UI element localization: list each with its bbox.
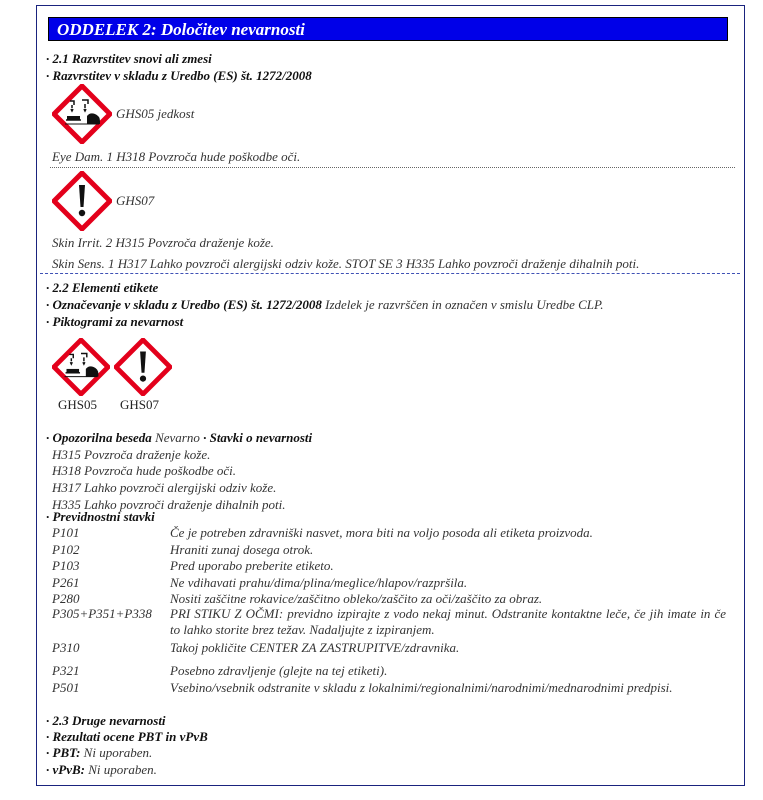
hazard-statement: H317 Lahko povzroči alergijski odziv kože.: [52, 480, 277, 495]
pbt-value: Ni uporaben.: [80, 745, 153, 760]
p-code: P103: [52, 558, 80, 573]
eye-dam-statement: Eye Dam. 1 H318 Povzroča hude poškodbe oči.: [52, 149, 301, 164]
p-text: Pred uporabo preberite etiketo.: [170, 558, 334, 573]
pictogram-ghs05-icon: [52, 338, 110, 396]
ghs05-corrosion-icon: [52, 84, 112, 144]
labelling-line: [46, 297, 604, 312]
pictogram-ghs07-label: GHS07: [120, 397, 160, 412]
p-code: P101: [52, 525, 80, 540]
hazard-statement: H318 Povzroča hude poškodbe oči.: [52, 463, 237, 478]
p-code: P280: [52, 591, 80, 606]
hazard-statements-heading: · Stavki o nevarnosti: [199, 430, 313, 445]
signal-line: [46, 430, 312, 445]
ghs07-label: GHS07: [116, 193, 155, 208]
signal-word-heading: · Opozorilna beseda: [46, 430, 152, 445]
p-code: P501: [52, 680, 80, 695]
hazard-statement: H335 Lahko povzroči draženje dihalnih poti.: [52, 497, 286, 512]
p-text: Ne vdihavati prahu/dima/plina/meglice/hlapov/razpršila.: [170, 575, 468, 590]
section-2-3-title: · 2.3 Druge nevarnosti: [46, 713, 166, 728]
p-text: Posebno zdravljenje (glejte na tej etiketi).: [170, 663, 388, 678]
p-text: Če je potreben zdravniški nasvet, mora biti na voljo posoda ali etiketa proizvoda.: [170, 525, 593, 540]
p-text: Vsebino/vsebnik odstranite v skladu z lokalnimi/regionalnimi/narodnimi/mednarodnimi predpisi.: [170, 680, 673, 695]
labelling-text: Izdelek je razvrščen in označen v smislu Uredbe CLP.: [321, 297, 604, 312]
pbt-line: [46, 745, 152, 760]
vpvb-value: Ni uporaben.: [84, 762, 157, 777]
skin-sens-statement: Skin Sens. 1 H317 Lahko povzroči alergijski odziv kože. STOT SE 3 H335 Lahko povzroči draženje dihalnih poti.: [52, 256, 640, 271]
precautionary-title: · Previdnostni stavki: [46, 509, 155, 524]
vpvb-line: [46, 762, 157, 777]
skin-irrit-statement: Skin Irrit. 2 H315 Povzroča draženje kože.: [52, 235, 274, 250]
pbt-label: · PBT:: [46, 745, 81, 760]
p-text: Nositi zaščitne rokavice/zaščitno obleko/zaščito za oči/zaščito za obraz.: [170, 591, 543, 606]
section-header: ODDELEK 2: Določitev nevarnosti: [48, 17, 728, 41]
p-text: Takoj pokličite CENTER ZA ZASTRUPITVE/zdravnika.: [170, 640, 460, 655]
pictogram-ghs05-label: GHS05: [58, 397, 98, 412]
section-2-2-title: · 2.2 Elementi etikete: [46, 280, 159, 295]
section-2-1-title: · 2.1 Razvrstitev snovi ali zmesi: [46, 51, 212, 66]
p-code: P102: [52, 542, 80, 557]
dotted-divider: [50, 167, 735, 168]
p-text: PRI STIKU Z OČMI: previdno izpirajte z vodo nekaj minut. Odstranite kontaktne leče, če jih imate in če to lahko storite brez težav. Nadaljujte z izpiranjem.: [170, 606, 726, 637]
p-text: Hraniti zunaj dosega otrok.: [170, 542, 314, 557]
labelling-heading: · Označevanje v skladu z Uredbo (ES) št. 1272/2008: [46, 297, 322, 312]
signal-word-value: Nevarno: [151, 430, 200, 445]
dashed-divider: [40, 273, 740, 274]
p-code: P261: [52, 575, 80, 590]
ghs05-label: GHS05 jedkost: [116, 106, 195, 121]
vpvb-label: · vPvB:: [46, 762, 85, 777]
pictograms-title: · Piktogrami za nevarnost: [46, 314, 184, 329]
p-code: P310: [52, 640, 80, 655]
p-code: P321: [52, 663, 80, 678]
pbt-results-title: · Rezultati ocene PBT in vPvB: [46, 729, 208, 744]
classification-subtitle: · Razvrstitev v skladu z Uredbo (ES) št. 1272/2008: [46, 68, 312, 83]
pictogram-ghs07-icon: [114, 338, 172, 396]
ghs07-exclamation-icon: [52, 171, 112, 231]
p-code: P305+P351+P338: [52, 606, 152, 621]
hazard-statement: H315 Povzroča draženje kože.: [52, 447, 211, 462]
